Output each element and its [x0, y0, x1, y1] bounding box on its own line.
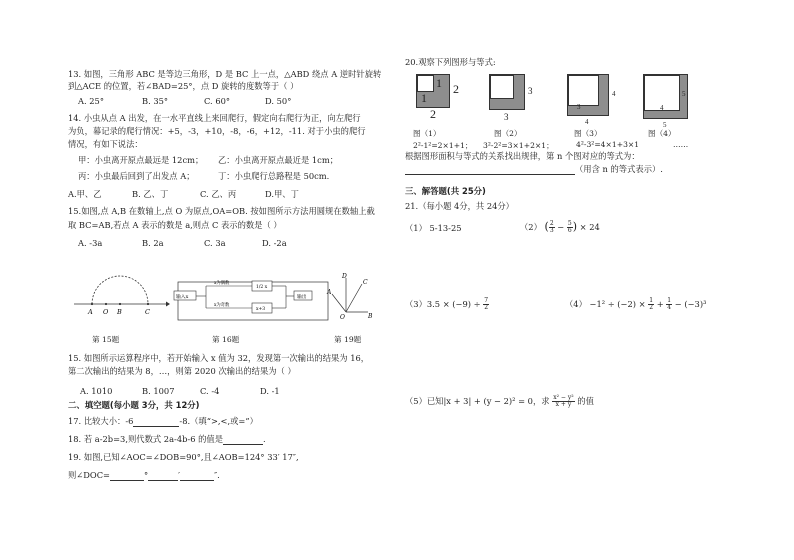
q14-statement-ding: 丁：小虫爬行总路程是 50cm. — [218, 171, 330, 181]
p5-frac: $\frac{\text{x² − y²}}{x + y}$ — [553, 394, 574, 408]
q14-statement-bing: 丙：小虫最后回到了出发点 A； — [78, 171, 195, 181]
q19-seconds-blank[interactable] — [180, 471, 214, 481]
flowchart-figure — [178, 278, 330, 322]
half-label: 1/2 x — [256, 285, 268, 290]
q13-option-d: D. 50° — [265, 96, 292, 106]
equation-1: 2²-1²=2×1+1； — [413, 141, 473, 150]
problem-2: （2） ( $\frac{2}{3}$ − $\frac{5}{6}$ ) × 24 — [520, 220, 600, 234]
section3-heading: 三、解答题(共 25分) — [405, 186, 486, 196]
label-d: D — [342, 273, 347, 280]
q14-line2: 为负，幕记录的爬行情况：+5，-3，+10，-8，-6，+12，-11. 对于小虫的爬行 — [68, 126, 366, 136]
point-o — [105, 303, 107, 305]
label-o: O — [340, 314, 345, 321]
q14-option-c: C. 乙、丙 — [200, 189, 237, 199]
q20-rule: 根据图形面积与等式的关系找出规律，第 n 个图对应的等式为： — [405, 151, 640, 161]
plus-label: x+3 — [256, 307, 266, 312]
q14-option-a: A.甲、乙 — [68, 189, 102, 199]
p4-frac-2: $\frac{1}{4}$ — [667, 297, 672, 311]
q13-line1: 13. 如图，三角形 ABC 是等边三角形，D 是 BC 上一点，△ABD 绕点 A 逆时针旋转 — [68, 69, 382, 79]
q18-text: 18. 若 a-2b=3,则代数式 2a-4b-6 的值是 — [68, 434, 224, 444]
q15-line1: 15.如图,点 A,B 在数轴上,点 O 为原点,OA=OB. 按如图所示方法用圆规在数轴上截 — [68, 206, 375, 216]
q15-line2: 取 BC=AB,若点 A 表示的数是 a,则点 C 表示的数是（ ） — [68, 220, 282, 230]
axis-arrow-icon — [166, 302, 170, 307]
fig19-caption: 第 19题 — [334, 335, 362, 344]
q20-title: 20.观察下列图形与等式: — [405, 57, 496, 67]
fig2-caption: 图（2） — [494, 129, 522, 138]
q14-line3: 情况，有如下说法： — [68, 139, 143, 149]
label-c: C — [145, 308, 150, 316]
q19-text: 则∠DOC= — [68, 470, 111, 480]
ray-oc — [346, 284, 362, 312]
q14-statement-jia: 甲：小虫离开原点最远是 12cm； — [78, 155, 204, 165]
q19-degrees-blank[interactable] — [110, 471, 144, 481]
q18: 18. 若 a-2b=3,则代数式 2a-4b-6 的值是 . — [68, 434, 266, 444]
q15-option-d: D. -2a — [262, 238, 287, 248]
q16-line1: 15. 如图所示运算程序中，若开始输入 x 值为 32，发现第一次输出的结果为 16， — [68, 353, 370, 363]
q18-answer-blank[interactable] — [223, 435, 263, 445]
ray-oa — [332, 294, 346, 312]
q16-option-d: D. -1 — [260, 386, 280, 396]
q19-minutes-blank[interactable] — [148, 471, 178, 481]
q19-line2: 则∠DOC= ° ′ ″. — [68, 470, 220, 480]
p2-frac-2: $\frac{5}{6}$ — [567, 220, 572, 234]
p4-frac-1: $\frac{1}{2}$ — [649, 297, 654, 311]
q15-option-c: C. 3a — [204, 238, 226, 248]
label-o: O — [103, 308, 109, 316]
fig3-inner-square — [568, 75, 599, 106]
q21-title: 21.（每小题 4分，共 24分） — [405, 201, 514, 211]
point-a — [91, 303, 93, 305]
q14-line1: 14. 小虫从点 A 出发，在一水平直线上来回爬行，假定向右爬行为正，向左爬行 — [68, 113, 361, 123]
section2-heading: 二、填空题(每小题 3分，共 12分) — [68, 400, 200, 410]
point-b — [119, 303, 121, 305]
fig1-inner-square — [417, 75, 434, 92]
output-label: 输出 — [297, 295, 307, 300]
q20-answer-blank[interactable] — [405, 165, 575, 175]
p3-frac: $\frac{7}{2}$ — [484, 297, 489, 311]
p2-frac-1: $\frac{2}{3}$ — [549, 220, 554, 234]
even-label: x为偶数 — [214, 281, 230, 286]
q15-option-b: B. 2a — [142, 238, 164, 248]
label-b: B — [368, 313, 373, 320]
fig3-caption: 图（3） — [574, 129, 602, 138]
problem-5: （5）已知|x + 3| + (y − 2)² = 0，求 $\frac{\text{x² − y²}}{x + y}$ 的值 — [405, 394, 594, 408]
q13-option-c: C. 60° — [204, 96, 231, 106]
odd-label: x为奇数 — [214, 303, 230, 308]
q13-option-a: A. 25° — [78, 96, 104, 106]
q15-option-a: A. -3a — [78, 238, 103, 248]
q17-answer-blank[interactable] — [133, 417, 179, 427]
q17-text: 17. 比较大小：-6 — [68, 416, 134, 426]
q20-rule-end: （用含 n 的等式表示）. — [575, 164, 663, 174]
label-a: A — [88, 308, 93, 316]
q16-option-b: B. 1007 — [142, 386, 175, 396]
input-label: 输入x — [176, 295, 189, 300]
fig4-caption: 图（4） — [648, 129, 676, 138]
label-c: C — [363, 279, 368, 286]
q13-line2: 到△ACE 的位置，若∠BAD=25°，点 D 旋转的度数等于（ ） — [68, 81, 299, 91]
equation-3: 4²-3²=4×1+3×1 — [576, 140, 640, 149]
fig15-caption: 第 15题 — [92, 335, 120, 344]
q14-option-d: D.甲、丁 — [265, 189, 299, 199]
q16-option-a: A. 1010 — [80, 386, 113, 396]
label-a: A — [327, 289, 332, 296]
q17-text-b: -8.（填“>,<,或=”） — [179, 416, 258, 426]
fig16-caption: 第 16题 — [212, 335, 240, 344]
q17 — [68, 416, 258, 427]
q13-option-b: B. 35° — [142, 96, 169, 106]
fig2-inner-square — [490, 75, 514, 99]
equation-ellipsis: …… — [673, 140, 689, 149]
q16-option-c: C. -4 — [200, 386, 220, 396]
problem-3: （3）3.5 × (−9) ÷ $\frac{7}{2}$ — [405, 297, 489, 311]
q14-option-b: B. 乙、丁 — [132, 189, 169, 199]
label-b: B — [117, 308, 122, 316]
q20-answer-line — [405, 164, 663, 175]
fig1-caption: 图（1） — [413, 129, 441, 138]
number-line-figure — [70, 268, 170, 318]
q14-statement-yi: 乙：小虫离开原点最近是 1cm； — [218, 155, 338, 165]
equation-2: 3²-2²=3×1+2×1； — [483, 141, 554, 150]
point-c — [147, 303, 149, 305]
q16-line2: 第二次输出的结果为 8，…，则第 2020 次输出的结果为（ ） — [68, 366, 296, 376]
q19-line1: 19. 如图,已知∠AOC=∠DOB=90°,且∠AOB=124° 33′ 17″, — [68, 452, 299, 462]
problem-1: （1） 5-13-25 — [405, 223, 462, 233]
angle-figure — [326, 270, 376, 320]
problem-4: （4） −1² ÷ (−2) × $\frac{1}{2}$ + $\frac{1}{4}$ − (−3)³ — [565, 297, 707, 311]
compass-arc — [92, 276, 148, 304]
